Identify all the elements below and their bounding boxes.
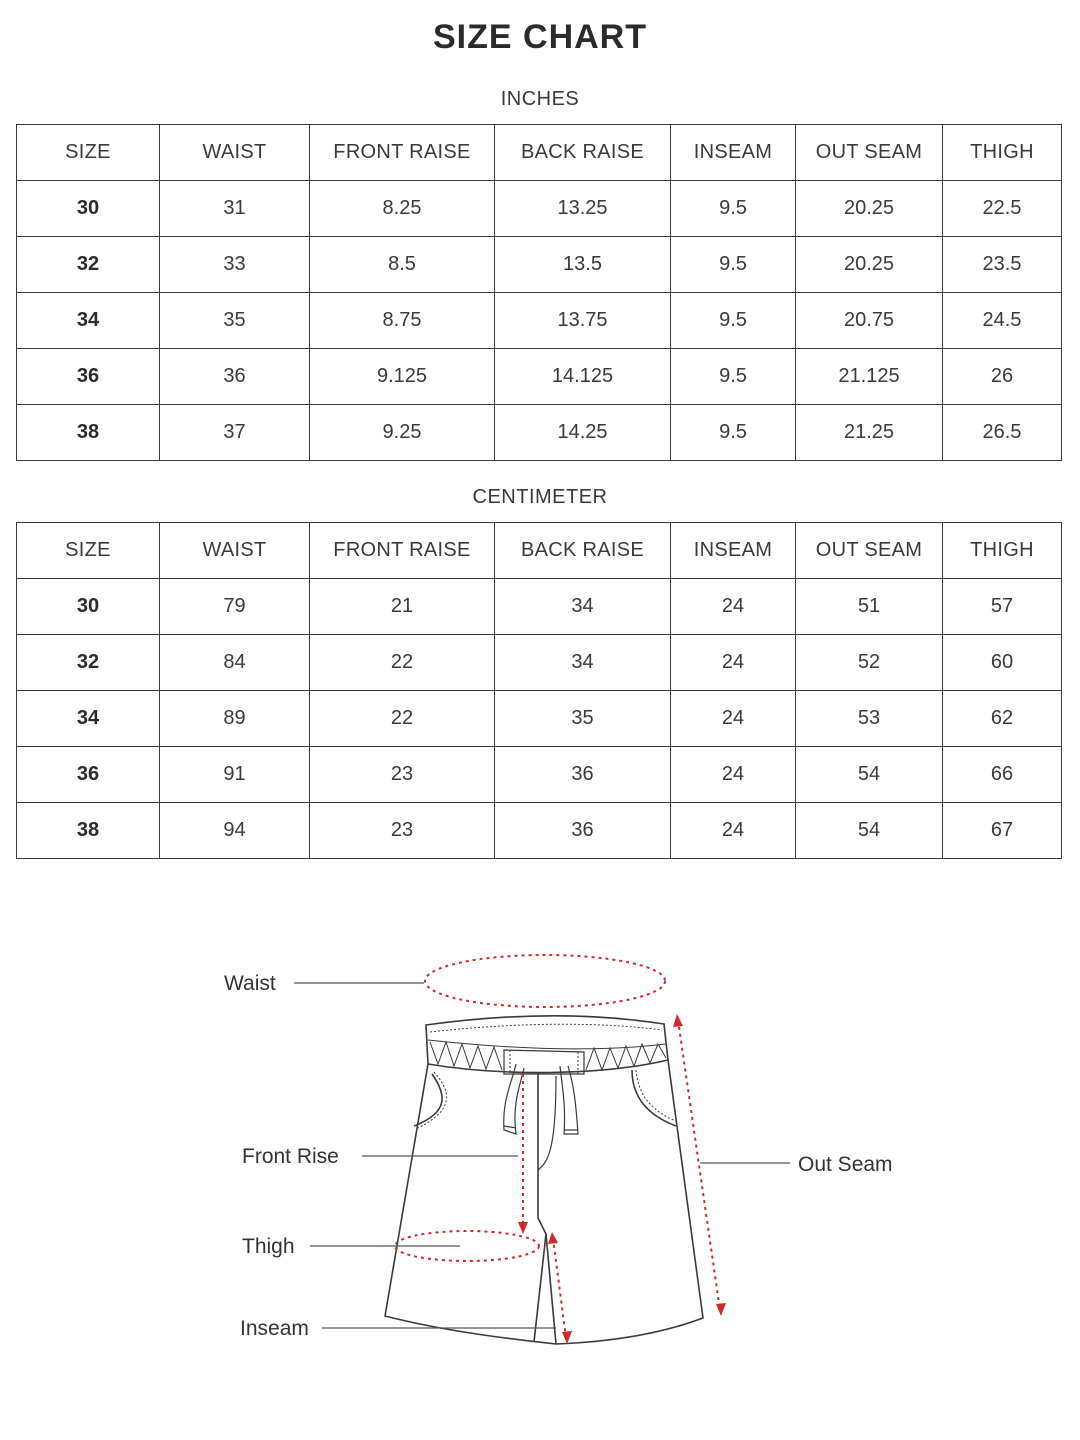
out-seam-cell: 21.25: [796, 405, 943, 461]
front-raise-cell: 22: [310, 635, 495, 691]
front-raise-cell: 22: [310, 691, 495, 747]
table-row: [17, 181, 1062, 237]
front-raise-cell: 8.25: [310, 181, 495, 237]
header-waist: WAIST: [160, 125, 310, 181]
front-raise-cell: 8.5: [310, 237, 495, 293]
back-raise-cell: 14.25: [495, 405, 671, 461]
size-cell: 32: [17, 635, 160, 691]
out-seam-arrow-top-icon: [673, 1014, 683, 1027]
waist-measure-ellipse: [425, 955, 665, 1007]
back-raise-cell: 13.5: [495, 237, 671, 293]
shorts-measurement-diagram: [0, 900, 1080, 1420]
header-front-raise: FRONT RAISE: [310, 523, 495, 579]
table-row: [17, 349, 1062, 405]
waist-cell: 35: [160, 293, 310, 349]
table-row: [17, 635, 1062, 691]
inches-header-row: [17, 125, 1062, 181]
header-inseam: INSEAM: [671, 125, 796, 181]
measurement-arrowheads: [518, 1014, 726, 1344]
table-row: [17, 237, 1062, 293]
front-raise-cell: 21: [310, 579, 495, 635]
front-rise-arrow-icon: [518, 1222, 528, 1234]
thigh-cell: 24.5: [943, 293, 1062, 349]
inseam-cell: 24: [671, 635, 796, 691]
header-size: SIZE: [17, 523, 160, 579]
thigh-cell: 66: [943, 747, 1062, 803]
header-out-seam: OUT SEAM: [796, 125, 943, 181]
size-cell: 30: [17, 181, 160, 237]
out-seam-cell: 51: [796, 579, 943, 635]
waist-cell: 84: [160, 635, 310, 691]
size-cell: 32: [17, 237, 160, 293]
size-cell: 34: [17, 293, 160, 349]
waist-cell: 91: [160, 747, 310, 803]
table-row: [17, 803, 1062, 859]
waist-cell: 37: [160, 405, 310, 461]
back-raise-cell: 14.125: [495, 349, 671, 405]
thigh-cell: 62: [943, 691, 1062, 747]
header-out-seam: OUT SEAM: [796, 523, 943, 579]
inseam-cell: 9.5: [671, 237, 796, 293]
inseam-cell: 9.5: [671, 405, 796, 461]
inches-table: [16, 124, 1062, 461]
out-seam-cell: 54: [796, 803, 943, 859]
inseam-cell: 9.5: [671, 181, 796, 237]
back-raise-cell: 34: [495, 579, 671, 635]
thigh-cell: 23.5: [943, 237, 1062, 293]
table-row: [17, 747, 1062, 803]
front-raise-cell: 9.125: [310, 349, 495, 405]
out-seam-cell: 20.25: [796, 181, 943, 237]
front-raise-cell: 9.25: [310, 405, 495, 461]
out-seam-cell: 20.75: [796, 293, 943, 349]
front-raise-cell: 23: [310, 803, 495, 859]
size-cell: 30: [17, 579, 160, 635]
waist-cell: 94: [160, 803, 310, 859]
inseam-measure-line: [553, 1238, 566, 1338]
header-size: SIZE: [17, 125, 160, 181]
out-seam-cell: 52: [796, 635, 943, 691]
out-seam-cell: 21.125: [796, 349, 943, 405]
header-back-raise: BACK RAISE: [495, 523, 671, 579]
back-raise-cell: 34: [495, 635, 671, 691]
header-front-raise: FRONT RAISE: [310, 125, 495, 181]
thigh-label: Thigh: [242, 1235, 295, 1258]
header-waist: WAIST: [160, 523, 310, 579]
waist-cell: 33: [160, 237, 310, 293]
inseam-label: Inseam: [240, 1317, 309, 1340]
page-title: SIZE CHART: [433, 18, 647, 56]
header-thigh: THIGH: [943, 125, 1062, 181]
out-seam-label: Out Seam: [798, 1153, 893, 1176]
thigh-cell: 26: [943, 349, 1062, 405]
front-raise-cell: 8.75: [310, 293, 495, 349]
thigh-cell: 67: [943, 803, 1062, 859]
back-raise-cell: 35: [495, 691, 671, 747]
waist-cell: 31: [160, 181, 310, 237]
waist-cell: 79: [160, 579, 310, 635]
inseam-arrow-bottom-icon: [562, 1331, 572, 1344]
inseam-cell: 24: [671, 803, 796, 859]
header-thigh: THIGH: [943, 523, 1062, 579]
out-seam-cell: 20.25: [796, 237, 943, 293]
out-seam-cell: 53: [796, 691, 943, 747]
thigh-cell: 60: [943, 635, 1062, 691]
inseam-cell: 9.5: [671, 293, 796, 349]
inseam-cell: 24: [671, 691, 796, 747]
size-cell: 36: [17, 747, 160, 803]
out-seam-arrow-bottom-icon: [716, 1303, 726, 1316]
centimeter-section-label: CENTIMETER: [472, 486, 608, 508]
table-row: [17, 293, 1062, 349]
size-cell: 36: [17, 349, 160, 405]
thigh-cell: 57: [943, 579, 1062, 635]
header-inseam: INSEAM: [671, 523, 796, 579]
inseam-cell: 24: [671, 579, 796, 635]
waist-cell: 89: [160, 691, 310, 747]
waist-cell: 36: [160, 349, 310, 405]
shorts-illustration: [385, 1016, 703, 1344]
table-row: [17, 691, 1062, 747]
out-seam-cell: 54: [796, 747, 943, 803]
header-back-raise: BACK RAISE: [495, 125, 671, 181]
back-raise-cell: 13.25: [495, 181, 671, 237]
waist-label: Waist: [224, 972, 276, 995]
inseam-cell: 9.5: [671, 349, 796, 405]
inseam-arrow-top-icon: [548, 1232, 558, 1244]
table-row: [17, 579, 1062, 635]
centimeter-table: [16, 522, 1062, 859]
back-raise-cell: 36: [495, 803, 671, 859]
size-cell: 38: [17, 405, 160, 461]
back-raise-cell: 36: [495, 747, 671, 803]
inches-section-label: INCHES: [500, 88, 580, 110]
front-raise-cell: 23: [310, 747, 495, 803]
back-raise-cell: 13.75: [495, 293, 671, 349]
inseam-cell: 24: [671, 747, 796, 803]
front-rise-label: Front Rise: [242, 1145, 339, 1168]
centimeter-header-row: [17, 523, 1062, 579]
size-cell: 38: [17, 803, 160, 859]
size-cell: 34: [17, 691, 160, 747]
out-seam-measure-line: [678, 1020, 720, 1310]
thigh-cell: 22.5: [943, 181, 1062, 237]
thigh-cell: 26.5: [943, 405, 1062, 461]
measurement-marks: [395, 955, 720, 1338]
table-row: [17, 405, 1062, 461]
